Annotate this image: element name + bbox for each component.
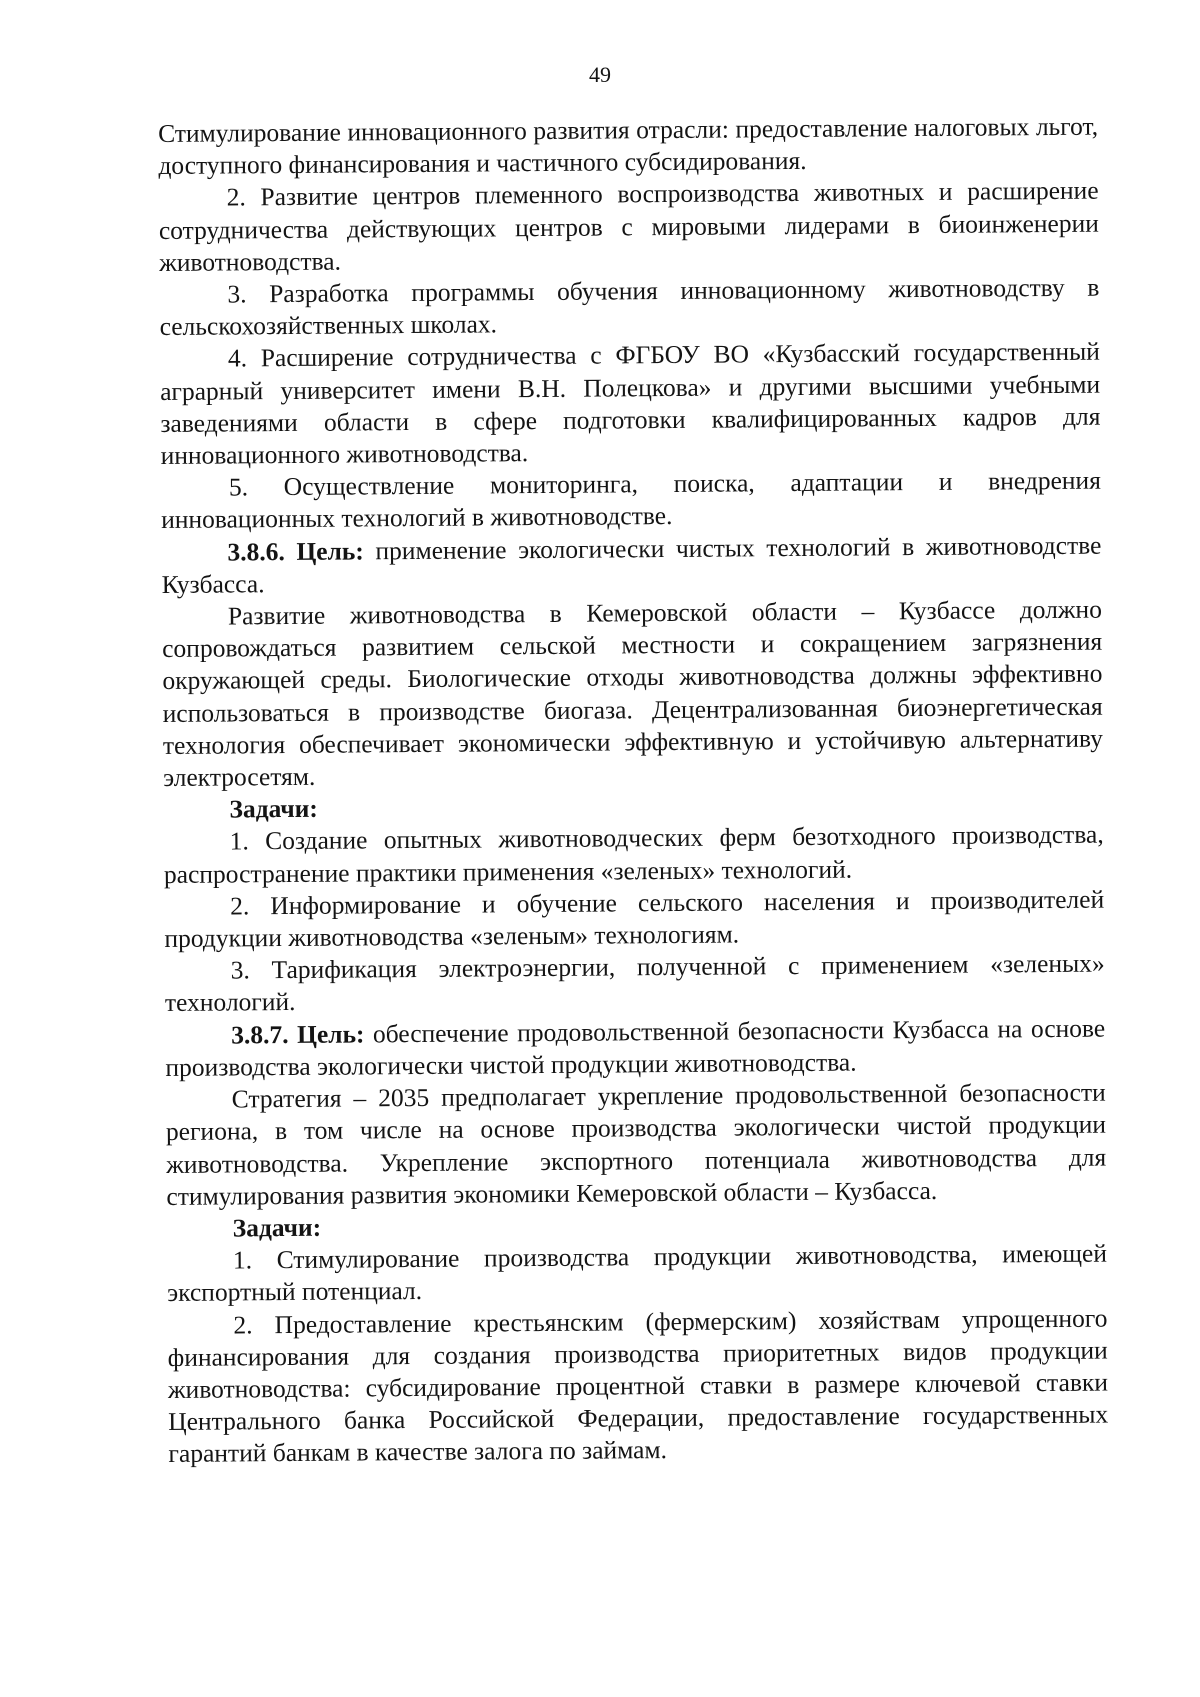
section-387-tasks-heading: Задачи: xyxy=(232,1212,322,1243)
section-386-task: 1. Создание опытных животноводческих ферм безотходного производства, распространение практики применения «зеленых» технологий. xyxy=(163,820,1104,889)
section-386-task: 3. Тарификация электроэнергии, полученной с применением «зеленых» технологий. xyxy=(164,948,1105,1018)
paragraph-monitoring: 5. Осуществление мониторинга, поиска, адаптации и внедрения инновационных технологий в животноводстве. xyxy=(161,465,1101,535)
goal-386-number: 3.8.6. xyxy=(227,536,285,567)
paragraph-university-cooperation: 4. Расширение сотрудничества с ФГБОУ ВО «Кузбасский государственный аграрный университет имени В.Н. Полецкова» и другими высшими учебными заведениями области в сфере подготовки квалифицированных кадров для инновационного животноводства. xyxy=(160,337,1101,471)
section-387-task: 2. Предоставление крестьянским (фермерским) хозяйствам упрощенного финансирования для создания производства приоритетных видов продукции животноводства: субсидирование процентной ставки в размере ключевой ставки Центрального банка Российской Федерации, предоставление государственных гарантий банкам в качестве залога по займам. xyxy=(167,1303,1109,1469)
goal-386-label: Цель: xyxy=(296,536,364,566)
section-387-task: 1. Стимулирование производства продукции животноводства, имеющей экспортный потенциал. xyxy=(167,1238,1108,1308)
paragraph-training-program: 3. Разработка программы обучения инновационному животноводству в сельскохозяйственных школах. xyxy=(159,272,1100,342)
section-387-intro: Стратегия – 2035 предполагает укрепление продовольственной безопасности региона, в том числе на основе производства экологически чистой продукции животноводства. Укрепление экспортного потенциала животноводства для стимулирования развития экономики Кемеровской области – Кузбасса. xyxy=(165,1077,1107,1211)
goal-386-text: применение экологически чистых технологий в животноводстве Кузбасса. xyxy=(161,530,1102,599)
goal-387 xyxy=(165,1012,1105,1084)
section-386-intro: Развитие животноводства в Кемеровской области – Кузбассе должно сопровождаться развитием сельской местности и сокращением загрязнения окружающей среды. Биологические отходы животноводства должны эффективно использоваться в производстве биогаза. Децентрализованная биоэнергетическая технология обеспечивает экономически эффективную и устойчивую альтернативу электросетям. xyxy=(162,594,1104,793)
paragraph-innovation-stimulus: Стимулирование инновационного развития отрасли: предоставление налоговых льгот, доступного финансирования и частичного субсидирования. xyxy=(158,111,1099,181)
goal-387-number: 3.8.7. xyxy=(231,1019,289,1050)
goal-387-label: Цель: xyxy=(296,1019,365,1049)
page-number: 49 xyxy=(589,62,611,87)
section-386-tasks-heading: Задачи: xyxy=(229,794,318,824)
paragraph-breeding-centers: 2. Развитие центров племенного воспроизводства животных и расширение сотрудничества действующих центров с мировыми лидерами в биоинженерии животноводства. xyxy=(158,176,1099,277)
document-body xyxy=(158,111,1109,1471)
section-386-task: 2. Информирование и обучение сельского населения и производителей продукции животноводства «зеленым» технологиям. xyxy=(164,884,1105,954)
goal-386 xyxy=(161,529,1101,601)
goal-387-text: обеспечение продовольственной безопасности Кузбасса на основе производства экологически чистой продукции животноводства. xyxy=(165,1013,1106,1082)
